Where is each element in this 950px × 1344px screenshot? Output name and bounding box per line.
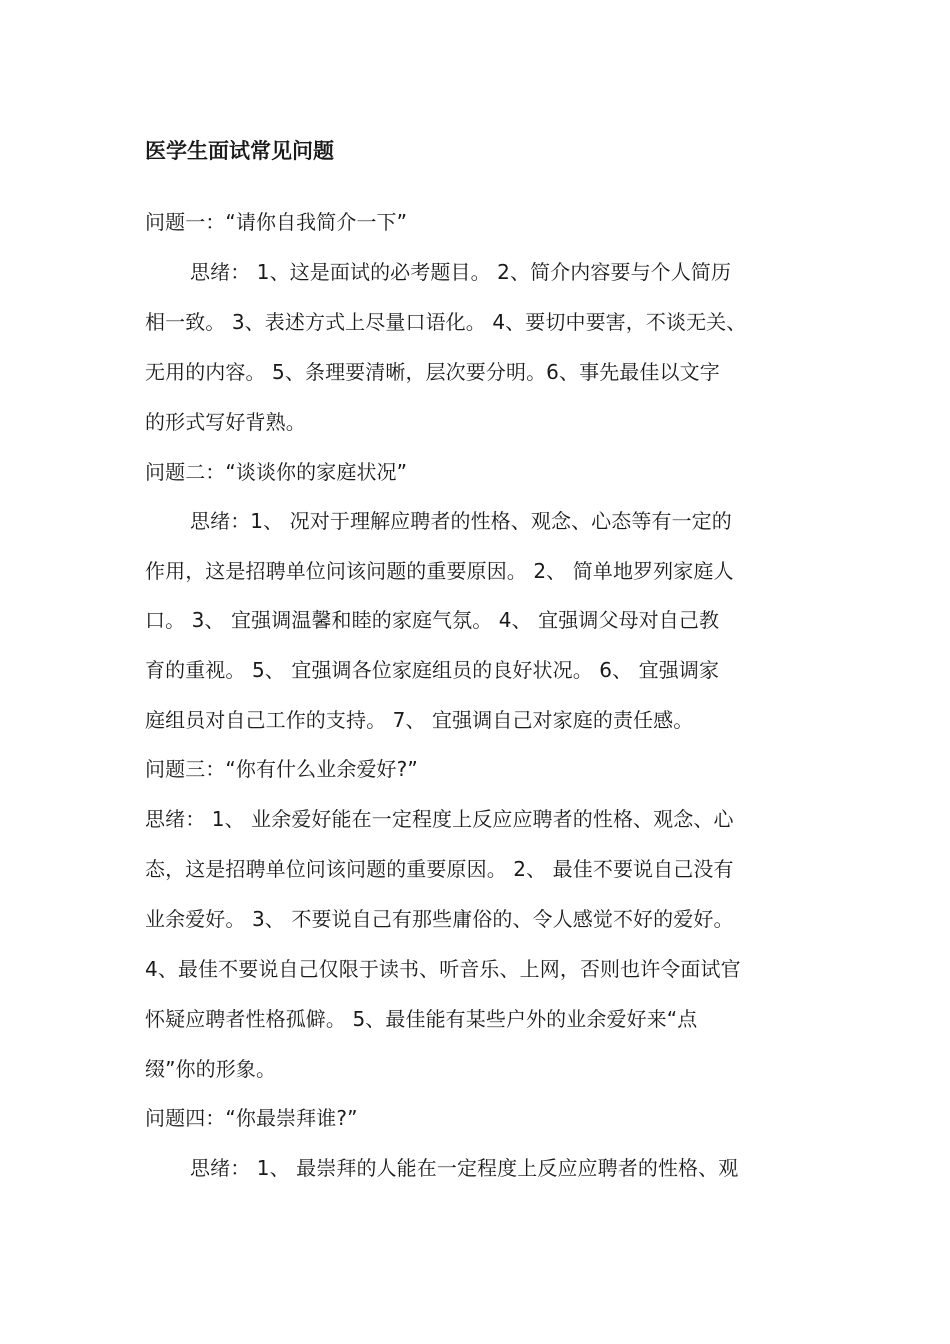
question-4-heading: 问题四：“你最崇拜谁?” [145, 1106, 358, 1130]
paragraph-line: 作用，这是招聘单位问该问题的重要原因。 2、 简单地罗列家庭人 [145, 559, 734, 583]
paragraph-line: 4、最佳不要说自己仅限于读书、听音乐、上网，否则也许令面试官 [145, 957, 741, 981]
paragraph-line: 口。 3、 宜强调温馨和睦的家庭气氛。 4、 宜强调父母对自己教 [145, 608, 720, 632]
paragraph-line: 庭组员对自己工作的支持。 7、 宜强调自己对家庭的责任感。 [145, 708, 694, 732]
paragraph-line: 思绪： 1、 业余爱好能在一定程度上反应应聘者的性格、观念、心 [145, 807, 734, 831]
paragraph-line: 思绪： 1、这是面试的必考题目。 2、简介内容要与个人简历 [190, 260, 732, 284]
paragraph-line: 思绪：1、 况对于理解应聘者的性格、观念、心态等有一定的 [190, 509, 732, 533]
question-3-heading: 问题三：“你有什么业余爱好?” [145, 757, 418, 781]
paragraph-line: 态，这是招聘单位问该问题的重要原因。 2、 最佳不要说自己没有 [145, 857, 734, 881]
paragraph-line: 无用的内容。 5、条理要清晰，层次要分明。6、事先最佳以文字 [145, 360, 720, 384]
paragraph-line: 育的重视。 5、 宜强调各位家庭组员的良好状况。 6、 宜强调家 [145, 658, 720, 682]
question-2-heading: 问题二：“谈谈你的家庭状况” [145, 460, 408, 484]
paragraph-line: 怀疑应聘者性格孤僻。 5、最佳能有某些户外的业余爱好来“点 [145, 1007, 698, 1031]
paragraph-line: 业余爱好。 3、 不要说自己有那些庸俗的、令人感觉不好的爱好。 [145, 907, 734, 931]
document-title: 医学生面试常见问题 [145, 139, 334, 163]
question-1-heading: 问题一：“请你自我简介一下” [145, 210, 408, 234]
paragraph-line: 的形式写好背熟。 [145, 410, 306, 434]
paragraph-line: 缀”你的形象。 [145, 1057, 277, 1081]
paragraph-line: 思绪： 1、 最崇拜的人能在一定程度上反应应聘者的性格、观 [190, 1156, 739, 1180]
paragraph-line: 相一致。 3、表述方式上尽量口语化。 4、要切中要害，不谈无关、 [145, 310, 747, 334]
